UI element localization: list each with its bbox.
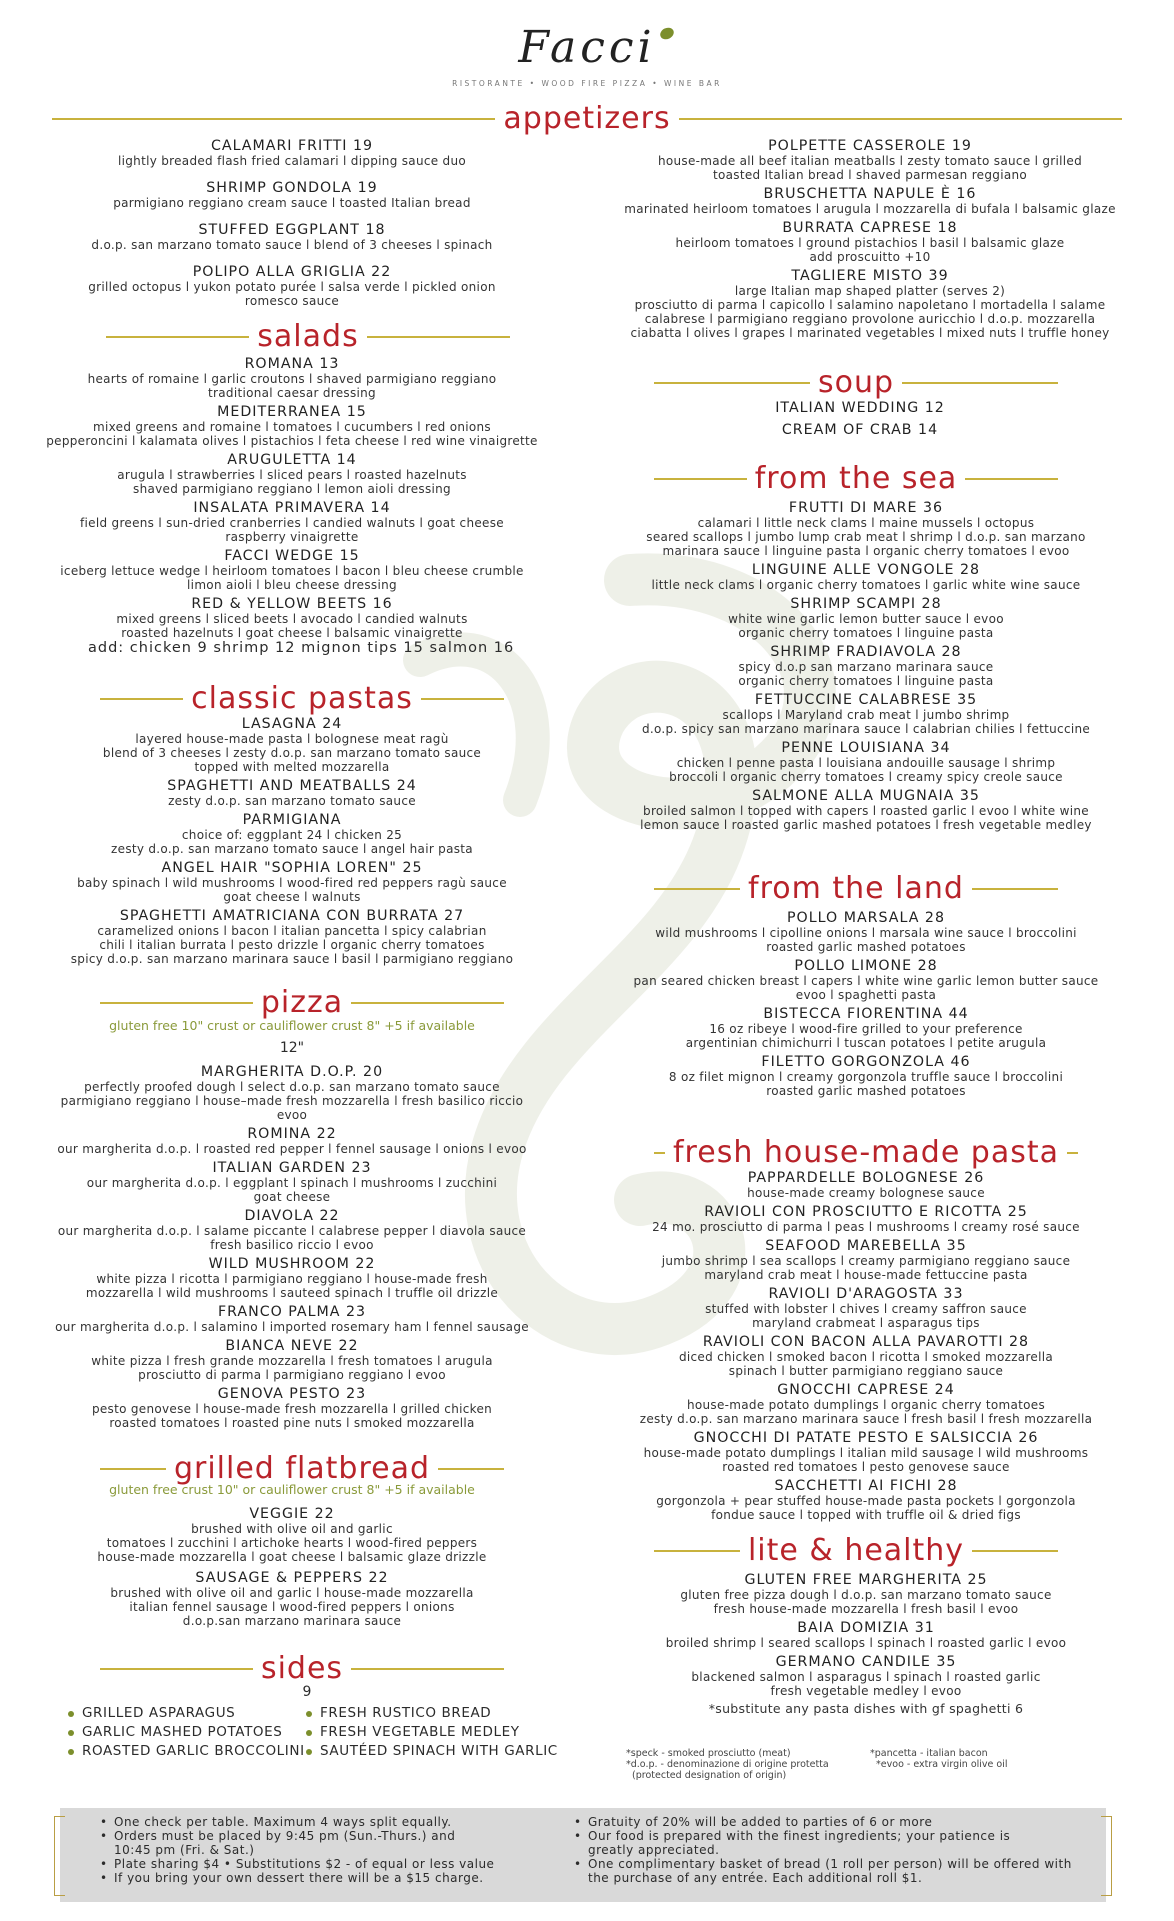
menu-text: brushed with olive oil and garlic [191,1522,393,1536]
menu-text: *speck - smoked prosciutto (meat) [626,1748,791,1759]
menu-text: roasted garlic mashed potatoes [766,940,966,954]
section-header-sides [100,1651,504,1686]
policy-item [574,1871,1084,1885]
restaurant-logo [0,22,1174,88]
section-header-house-made-pasta [654,1135,1078,1170]
menu-text: FACCI WEDGE 15 [224,548,360,564]
menu-item [44,860,540,904]
menu-text: broccoli l organic cherry tomatoes l creamy spicy creole sauce [669,770,1063,784]
brand-tagline: RISTORANTE • WOOD FIRE PIZZA • WINE BAR [452,79,722,88]
menu-text: limon aioli l bleu cheese dressing [187,578,397,592]
menu-text: field greens l sun-dried cranberries l candied walnuts l goat cheese [80,516,504,530]
menu-text: mozzarella l wild mushrooms l sauteed spinach l truffle oil drizzle [85,1286,499,1300]
menu-text: white pizza l fresh grande mozzarella l fresh tomatoes l arugula [91,1354,493,1368]
menu-text: spicy d.o.p. san marzano marinara sauce l basil l parmigiano reggiano [70,952,514,966]
menu-text: appetizers [503,101,671,136]
menu-text: argentinian chimichurri l tuscan potatoes l petite arugula [685,1036,1047,1050]
bullet-icon [68,1749,74,1755]
menu-text: sides [260,1651,344,1686]
menu-text: GARLIC MASHED POTATOES [82,1724,283,1740]
menu-text: broiled salmon l topped with capers l roasted garlic l evoo l white wine [643,804,1089,818]
menu-text: LASAGNA 24 [241,716,343,732]
menu-item [608,1054,1124,1098]
sides-price: 9 [302,1684,312,1700]
menu-item [608,644,1124,688]
side-item [306,1723,558,1742]
menu-text: ANGEL HAIR "SOPHIA LOREN" 25 [161,860,423,876]
flatbread-crust-note: gluten free crust 10" or cauliflower crust 8" +5 if available [109,1482,475,1497]
menu-text: 16 oz ribeye l wood-fire grilled to your preference [709,1022,1023,1036]
menu-item [608,500,1124,558]
menu-item [44,1256,540,1300]
menu-text: ROMINA 22 [247,1126,337,1142]
menu-text: POLLO LIMONE 28 [794,958,938,974]
menu-text: from the sea [754,461,958,496]
section-header-salads [106,319,510,354]
menu-text: SPAGHETTI AND MEATBALLS 24 [167,778,417,794]
flatbread-list [44,1506,540,1640]
menu-text: WILD MUSHROOM 22 [208,1256,376,1272]
menu-text: SHRIMP GONDOLA 19 [206,180,378,196]
menu-text: ITALIAN GARDEN 23 [212,1160,372,1176]
menu-text: ROMANA 13 [244,356,340,372]
menu-text: topped with melted mozzarella [194,760,390,774]
menu-item [44,1386,540,1430]
menu-text: CALAMARI FRITTI 19 [210,138,374,154]
menu-text: soup [817,365,895,400]
bullet-icon [68,1711,74,1717]
menu-text: FRESH RUSTICO BREAD [320,1705,492,1721]
menu-text: SPAGHETTI AMATRICIANA CON BURRATA 27 [119,908,465,924]
pizza-crust-note: gluten free 10" crust or cauliflower crust 8" +5 if available [109,1018,475,1033]
menu-text: FETTUCCINE CALABRESE 35 [754,692,978,708]
policy-list-right [574,1815,1084,1885]
menu-text: goat cheese l walnuts [223,890,361,904]
menu-text: perfectly proofed dough l select d.o.p. san marzano tomato sauce [84,1080,500,1094]
menu-text: add proscuitto +10 [809,250,931,264]
menu-text: roasted garlic mashed potatoes [766,1084,966,1098]
menu-text: SHRIMP SCAMPI 28 [790,596,942,612]
menu-text: BAIA DOMIZIA 31 [797,1620,935,1636]
menu-text: fondue sauce l topped with truffle oil & dried figs [711,1508,1021,1522]
menu-text: our margherita d.o.p. l roasted red pepper l fennel sausage l onions l evoo [57,1142,527,1156]
menu-text: Our food is prepared with the finest ingredients; your patience is [588,1829,1011,1843]
menu-text: diced chicken l smoked bacon l ricotta l smoked mozzarella [678,1350,1054,1364]
menu-text: SEAFOOD MAREBELLA 35 [765,1238,967,1254]
menu-text: If you bring your own dessert there will be a $15 charge. [114,1871,484,1885]
menu-text: ROASTED GARLIC BROCCOLINI [82,1743,305,1759]
footnotes-right [870,1748,1110,1770]
menu-text: MARGHERITA D.O.P. 20 [200,1064,384,1080]
menu-text: maryland crabmeat l asparagus tips [752,1316,980,1330]
menu-item [608,1382,1124,1426]
menu-item [608,1572,1124,1616]
menu-text: GNOCCHI CAPRESE 24 [777,1382,955,1398]
side-item [306,1704,558,1723]
menu-text: spinach l butter parmigiano reggiano sauce [728,1364,1004,1378]
menu-item [54,222,530,252]
menu-text: baby spinach l wild mushrooms l wood-fired red peppers ragù sauce [77,876,507,890]
from-the-sea-list [608,500,1124,836]
menu-text: jumbo shrimp l sea scallops l creamy parmigiano reggiano sauce [661,1254,1071,1268]
menu-text: choice of: eggplant 24 l chicken 25 [181,828,403,842]
appetizers-left-list [54,138,530,320]
policy-item: • One check per table. Maximum 4 ways split equally. [100,1815,452,1829]
menu-text: house-made all beef italian meatballs l zesty tomato sauce l grilled [657,154,1083,168]
menu-text: MEDITERRANEA 15 [217,404,367,420]
menu-item [44,1338,540,1382]
bullet-icon [306,1749,312,1755]
menu-text: d.o.p. san marzano tomato sauce l blend of 3 cheeses l spinach [91,238,493,252]
menu-item [44,1160,540,1204]
menu-text: blackened salmon l asparagus l spinach l roasted garlic [691,1670,1041,1684]
bullet-icon [306,1730,312,1736]
menu-item [44,548,540,592]
menu-item [608,1334,1124,1378]
policy-item: • One complimentary basket of bread (1 roll per person) will be offered with [574,1857,1072,1871]
menu-text: caramelized onions l bacon l italian pancetta l spicy calabrian [97,924,487,938]
menu-text: 10:45 pm (Fri. & Sat.) [114,1843,255,1857]
menu-text: traditional caesar dressing [208,386,376,400]
house-made-pasta-list [608,1170,1124,1526]
menu-text: large Italian map shaped platter (serves 2) [734,284,1006,298]
menu-text: prosciutto di parma l capicollo l salamino napoletano l mortadella l salame [634,298,1106,312]
section-header-from-the-sea [654,461,1058,496]
menu-item [608,692,1124,736]
menu-text: SAUTÉED SPINACH WITH GARLIC [320,1743,558,1759]
menu-text: wild mushrooms l cipolline onions l marsala wine sauce l broccolini [655,926,1077,940]
menu-item [44,1064,540,1122]
menu-text: mixed greens l sliced beets l avocado l candied walnuts [116,612,468,626]
section-header-lite-healthy [654,1533,1058,1568]
menu-item [44,1304,540,1334]
menu-text: chicken l penne pasta l louisiana andouille sausage l shrimp [676,756,1056,770]
menu-text: parmigiano reggiano cream sauce l toasted Italian bread [113,196,471,210]
menu-text: One check per table. Maximum 4 ways split equally. [114,1815,452,1829]
soup-list [610,400,1110,450]
menu-text: white wine garlic lemon butter sauce l evoo [728,612,1004,626]
menu-text: pepperoncini l kalamata olives l pistachios l feta cheese l red wine vinaigrette [46,434,538,448]
menu-text: (protected designation of origin) [626,1770,787,1781]
menu-text: Orders must be placed by 9:45 pm (Sun.-Thurs.) and [114,1829,456,1843]
menu-text: FRANCO PALMA 23 [217,1304,367,1320]
section-header-pizza [100,985,504,1020]
menu-item [54,180,530,210]
menu-item [44,778,540,808]
menu-text: broiled shrimp l seared scallops l spinach l roasted garlic l evoo [665,1636,1067,1650]
menu-item [44,356,540,400]
policy-item [574,1843,1084,1857]
menu-text: arugula l strawberries l sliced pears l roasted hazelnuts [117,468,467,482]
menu-item [44,1570,540,1628]
sides-list-right [306,1704,558,1761]
menu-text: fresh house-made pasta [673,1135,1060,1170]
menu-text: zesty d.o.p. san marzano tomato sauce l angel hair pasta [111,842,473,856]
menu-text: BIANCA NEVE 22 [225,1338,359,1354]
menu-text: *evoo - extra virgin olive oil [870,1759,1008,1770]
menu-text: Plate sharing $4 • Substitutions $2 - of equal or less value [114,1857,495,1871]
menu-item [608,788,1124,832]
menu-text: pesto genovese l house-made fresh mozzarella l grilled chicken [91,1402,493,1416]
menu-text: the purchase of any entrée. Each additional roll $1. [588,1871,923,1885]
menu-text: POLPETTE CASSEROLE 19 [768,138,972,154]
menu-text: VEGGIE 22 [249,1506,335,1522]
menu-text: grilled octopus l yukon potato purée l salsa verde l pickled onion [88,280,496,294]
menu-text: fresh vegetable medley l evoo [770,1684,962,1698]
menu-text: spicy d.o.p san marzano marinara sauce [738,660,994,674]
menu-item [44,404,540,448]
menu-text: hearts of romaine l garlic croutons l shaved parmigiano reggiano [87,372,497,386]
menu-text: GENOVA PESTO 23 [217,1386,367,1402]
menu-text: lightly breaded flash fried calamari l dipping sauce duo [117,154,467,168]
section-header-appetizers [52,101,1122,136]
menu-text: our margherita d.o.p. l eggplant l spinach l mushrooms l zucchini [86,1176,498,1190]
pizza-size: 12" [279,1040,305,1056]
policy-box [60,1808,1106,1902]
menu-item [610,400,1110,416]
menu-text: lite & healthy [747,1533,965,1568]
menu-text: organic cherry tomatoes l linguine pasta [738,674,994,688]
menu-item [608,1170,1124,1200]
menu-text: layered house-made pasta l bolognese meat ragù [135,732,449,746]
menu-item [44,716,540,774]
menu-text: BRUSCHETTA NAPULE È 16 [763,186,977,202]
menu-text: parmigiano reggiano l house–made fresh mozzarella l fresh basilico riccio [60,1094,524,1108]
menu-text: d.o.p. spicy san marzano marinara sauce l calabrian chilies l fettuccine [641,722,1091,736]
menu-text: shaved parmigiano reggiano l lemon aioli dressing [133,482,451,496]
menu-item [54,264,530,308]
policy-item: • Orders must be placed by 9:45 pm (Sun.-Thurs.) and [100,1829,456,1843]
menu-text: ciabatta l olives l grapes l marinated vegetables l mixed nuts l truffle honey [630,326,1110,340]
section-header-classic-pastas [100,681,504,716]
menu-text: RAVIOLI CON BACON ALLA PAVAROTTI 28 [702,1334,1030,1350]
menu-text: CREAM OF CRAB 14 [781,422,939,438]
menu-text: ITALIAN WEDDING 12 [775,400,945,416]
menu-item [608,1620,1124,1650]
menu-text: roasted red tomatoes l pesto genovese sauce [722,1460,1010,1474]
menu-item [608,910,1124,954]
section-header-from-the-land [654,871,1058,906]
menu-text: italian fennel sausage l wood-fired peppers l onions [129,1600,455,1614]
menu-item [44,1208,540,1252]
menu-item [44,452,540,496]
menu-text: Gratuity of 20% will be added to parties of 6 or more [588,1815,933,1829]
side-item [68,1704,305,1723]
menu-item [54,138,530,168]
menu-item [608,596,1124,640]
menu-text: classic pastas [191,681,413,716]
menu-text: GRILLED ASPARAGUS [82,1705,236,1721]
menu-text: GNOCCHI DI PATATE PESTO E SALSICCIA 26 [693,1430,1039,1446]
menu-text: marinated heirloom tomatoes l arugula l mozzarella di bufala l balsamic glaze [624,202,1116,216]
menu-text: raspberry vinaigrette [225,530,359,544]
menu-text: PARMIGIANA [242,812,342,828]
menu-text: DIAVOLA 22 [244,1208,340,1224]
bullet-icon [306,1711,312,1717]
menu-text: zesty d.o.p. san marzano marinara sauce l fresh basil l fresh mozzarella [639,1412,1093,1426]
menu-text: gorgonzola + pear stuffed house-made pasta pockets l gorgonzola [656,1494,1076,1508]
menu-text: mixed greens and romaine l tomatoes l cucumbers l red onions [93,420,491,434]
menu-text: house-made creamy bolognese sauce [747,1186,985,1200]
menu-text: FRESH VEGETABLE MEDLEY [320,1724,520,1740]
bullet-icon [68,1730,74,1736]
menu-text: STUFFED EGGPLANT 18 [198,222,386,238]
menu-text: calamari l little neck clams l maine mussels l octopus [697,516,1035,530]
menu-text: BURRATA CAPRESE 18 [782,220,958,236]
menu-text: RAVIOLI D'ARAGOSTA 33 [768,1286,964,1302]
menu-text: pizza [260,985,344,1020]
menu-item [44,908,540,966]
menu-text: goat cheese [253,1190,331,1204]
salads-list [44,356,540,644]
menu-text: zesty d.o.p. san marzano tomato sauce [168,794,416,808]
menu-text: brushed with olive oil and garlic l house-made mozzarella [110,1586,474,1600]
menu-text: GLUTEN FREE MARGHERITA 25 [744,1572,988,1588]
menu-item [608,1654,1124,1698]
salad-addons: add: chicken 9 shrimp 12 mignon tips 15 salmon 16 [88,640,515,656]
menu-text: One complimentary basket of bread (1 roll per person) will be offered with [588,1857,1072,1871]
menu-text: greatly appreciated. [588,1843,720,1857]
menu-text: roasted tomatoes l roasted pine nuts l smoked mozzarella [109,1416,475,1430]
menu-text: our margherita d.o.p. l salamino l imported rosemary ham l fennel sausage [55,1320,529,1334]
menu-text: 8 oz filet mignon l creamy gorgonzola truffle sauce l broccolini [668,1070,1064,1084]
menu-text: house-made mozzarella l goat cheese l balsamic glaze drizzle [97,1550,487,1564]
menu-item [610,138,1130,182]
menu-text: heirloom tomatoes l ground pistachios l basil l balsamic glaze [675,236,1065,250]
menu-item [608,1430,1124,1474]
menu-item [44,812,540,856]
menu-text: LINGUINE ALLE VONGOLE 28 [751,562,981,578]
menu-text: white pizza l ricotta l parmigiano reggiano l house-made fresh [96,1272,488,1286]
menu-text: lemon sauce l roasted garlic mashed potatoes l fresh vegetable medley [640,818,1092,832]
menu-item [608,1286,1124,1330]
menu-item [608,1238,1124,1282]
menu-text: scallops l Maryland crab meat l jumbo shrimp [722,708,1010,722]
menu-text: BISTECCA FIORENTINA 44 [763,1006,969,1022]
pizza-list [44,1064,540,1434]
policy-item [100,1843,570,1857]
menu-item [610,220,1130,264]
menu-text: FRUTTI DI MARE 36 [788,500,944,516]
menu-text: ARUGULETTA 14 [227,452,357,468]
menu-text: chili l italian burrata l pesto drizzle l organic cherry tomatoes [99,938,485,952]
menu-text: house-made potato dumplings l organic cherry tomatoes [686,1398,1046,1412]
menu-text: maryland crab meat l house-made fettuccine pasta [704,1268,1028,1282]
section-header-soup [654,365,1058,400]
policy-item: • If you bring your own dessert there will be a $15 charge. [100,1871,484,1885]
policy-item: • Gratuity of 20% will be added to parties of 6 or more [574,1815,933,1829]
menu-text: RED & YELLOW BEETS 16 [191,596,393,612]
menu-text: INSALATA PRIMAVERA 14 [193,500,391,516]
side-item [68,1742,305,1761]
menu-item [610,186,1130,216]
menu-item [44,1126,540,1156]
olive-icon [658,26,675,42]
menu-item [608,1204,1124,1234]
policy-item: • Our food is prepared with the finest ingredients; your patience is [574,1829,1011,1843]
menu-text: POLLO MARSALA 28 [787,910,945,926]
menu-text: 24 mo. prosciutto di parma l peas l mushrooms l creamy rosé sauce [652,1220,1080,1234]
side-item [306,1742,558,1761]
menu-text: stuffed with lobster l chives l creamy saffron sauce [705,1302,1027,1316]
menu-text: marinara sauce l linguine pasta l organic cherry tomatoes l evoo [662,544,1070,558]
menu-text: RAVIOLI CON PROSCIUTTO E RICOTTA 25 [704,1204,1028,1220]
menu-text: organic cherry tomatoes l linguine pasta [738,626,994,640]
side-item [68,1723,305,1742]
menu-text: our margherita d.o.p. l salame piccante l calabrese pepper l diavola sauce [57,1224,527,1238]
gf-substitute-note: *substitute any pasta dishes with gf spaghetti 6 [708,1701,1024,1716]
menu-item [608,740,1124,784]
menu-item [608,1478,1124,1522]
menu-text: evoo l spaghetti pasta [795,988,937,1002]
policy-item: • Plate sharing $4 • Substitutions $2 - of equal or less value [100,1857,495,1871]
menu-text: FILETTO GORGONZOLA 46 [761,1054,971,1070]
menu-text: salads [257,319,359,354]
menu-text: seared scallops l jumbo lump crab meat l shrimp l d.o.p. san marzano [646,530,1086,544]
menu-text: *d.o.p. - denominazione di origine protetta [626,1759,829,1770]
menu-text: GERMANO CANDILE 35 [775,1654,957,1670]
menu-text: little neck clams l organic cherry tomatoes l garlic white wine sauce [651,578,1081,592]
policy-list-left [100,1815,570,1885]
menu-text: SALMONE ALLA MUGNAIA 35 [752,788,980,804]
sides-list-left [68,1704,305,1761]
menu-text: SACCHETTI AI FICHI 28 [774,1478,958,1494]
menu-item [610,268,1130,340]
menu-item [44,596,540,640]
menu-text: from the land [748,871,964,906]
lite-healthy-list [608,1572,1124,1716]
menu-text: tomatoes l zucchini l artichoke hearts l wood-fired peppers [106,1536,478,1550]
menu-text: POLIPO ALLA GRIGLIA 22 [192,264,392,280]
menu-text: toasted Italian bread l shaved parmesan reggiano [712,168,1028,182]
menu-text: d.o.p.san marzano marinara sauce [182,1614,402,1628]
menu-text: prosciutto di parma l parmigiano reggiano l evoo [138,1368,446,1382]
menu-text: grilled flatbread [173,1451,431,1486]
menu-text: fresh basilico riccio l evoo [210,1238,374,1252]
menu-item [44,1506,540,1564]
section-header-flatbread [100,1451,504,1486]
menu-item [608,562,1124,592]
menu-item [44,500,540,544]
menu-text: PAPPARDELLE BOLOGNESE 26 [747,1170,985,1186]
menu-item [608,958,1124,1002]
menu-text: *pancetta - italian bacon [870,1748,988,1759]
menu-text: romesco sauce [244,294,340,308]
menu-text: SHRIMP FRADIAVOLA 28 [770,644,962,660]
brand-name: Facci [518,22,656,73]
menu-text: TAGLIERE MISTO 39 [791,268,949,284]
menu-text: evoo [276,1108,308,1122]
menu-text: fresh house-made mozzarella l fresh basil l evoo [713,1602,1019,1616]
menu-text: gluten free pizza dough l d.o.p. san marzano tomato sauce [680,1588,1052,1602]
menu-text: SAUSAGE & PEPPERS 22 [195,1570,389,1586]
menu-text: PENNE LOUISIANA 34 [781,740,951,756]
appetizers-right-list [610,138,1130,344]
menu-text: iceberg lettuce wedge l heirloom tomatoes l bacon l bleu cheese crumble [60,564,524,578]
classic-pastas-list [44,716,540,970]
menu-item [610,422,1110,438]
menu-text: calabrese l parmigiano reggiano provolone auricchio l d.o.p. mozzarella [644,312,1096,326]
menu-text: pan seared chicken breast l capers l white wine garlic lemon butter sauce [633,974,1099,988]
menu-item [608,1006,1124,1050]
menu-text: blend of 3 cheeses l zesty d.o.p. san marzano tomato sauce [102,746,482,760]
menu-text: house-made potato dumplings l italian mild sausage l wild mushrooms [643,1446,1089,1460]
footnotes-left [626,1748,876,1781]
from-the-land-list [608,910,1124,1102]
menu-text: roasted hazelnuts l goat cheese l balsamic vinaigrette [121,626,463,640]
